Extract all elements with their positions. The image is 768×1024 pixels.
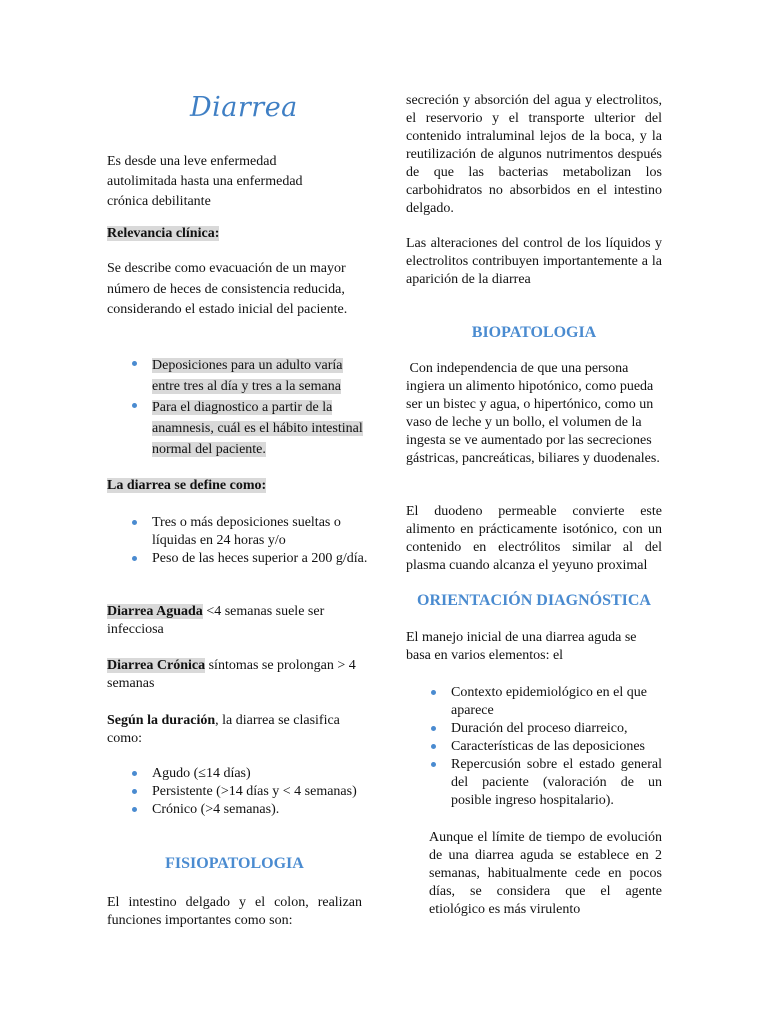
alteraciones-paragraph: Las alteraciones del control de los líquidos y electrolitos contribuyen importantemente a la aparición de la diarrea: [406, 236, 662, 287]
intro-paragraph: Es desde una leve enfermedad autolimitada hasta una enfermedad crónica debilitante: [107, 154, 303, 209]
relevancia-list: [107, 355, 367, 460]
list-item: Características de las deposiciones: [406, 738, 662, 756]
list-item: Contexto epidemiológico en el que aparece: [406, 684, 662, 720]
list-item: Persistente (>14 días y < 4 semanas): [107, 783, 369, 801]
cronica-label: Diarrea Crónica: [107, 658, 206, 673]
aguda-paragraph: Diarrea Aguada <4 semanas suele ser infecciosa: [107, 604, 325, 637]
bio-paragraph-1: Con independencia de que una persona ingiera un alimento hipotónico, como pueda ser un bistec y agua, o hipertónico, como un vaso de leche y un bollo, el volumen de la ingesta se ve aumentado por las secreciones gástricas, pancreáticas, biliares y duodenales.: [406, 361, 660, 466]
relevancia-heading: Relevancia clínica:: [107, 226, 220, 241]
define-list: [107, 514, 369, 568]
cronica-paragraph: Diarrea Crónica síntomas se prolongan > 4 semanas: [107, 658, 356, 691]
duracion-label: Según la duración: [107, 713, 216, 728]
list-item: Crónico (>4 semanas).: [107, 801, 369, 819]
list-item: Tres o más deposiciones sueltas o líquidas en 24 horas y/o: [107, 514, 369, 550]
relevancia-paragraph: Se describe como evacuación de un mayor número de heces de consistencia reducida, considerando el estado inicial del paciente.: [107, 261, 348, 317]
list-item: Duración del proceso diarreico,: [406, 720, 662, 738]
fisio-continuation-paragraph: secreción y absorción del agua y electrolitos, el reservorio y el transporte ulterior del contenido intraluminal lejos de la boca, y la reutilización de algunos nutrimentos después de que las bacterias metabolizan los carbohidratos no absorbidos en el intestino delgado.: [406, 93, 662, 216]
fisio-paragraph: El intestino delgado y el colon, realizan funciones importantes como son:: [107, 895, 362, 928]
orient-paragraph-2: Aunque el límite de tiempo de evolución de una diarrea aguda se establece en 2 semanas, habitualmente cede en pocos días, se considera que el agente etiológico es más virulento: [429, 830, 662, 917]
list-item: Agudo (≤14 días): [107, 765, 369, 783]
bio-paragraph-2: El duodeno permeable convierte este alimento en prácticamente isotónico, con un contenido en electrólitos similar al del plasma cuando alcanza el yeyuno proximal: [406, 504, 662, 573]
duracion-paragraph: Según la duración, la diarrea se clasifica como:: [107, 713, 340, 746]
duracion-list: [107, 765, 369, 819]
document-title: Diarrea: [190, 92, 298, 123]
orient-paragraph: El manejo inicial de una diarrea aguda se basa en varios elementos: el: [406, 630, 637, 663]
aguda-label: Diarrea Aguada: [107, 604, 203, 619]
list-item: Repercusión sobre el estado general del paciente (valoración de un posible ingreso hospitalario).: [406, 756, 662, 810]
fisio-heading: FISIOPATOLOGIA: [165, 855, 304, 872]
list-item: Deposiciones para un adulto varía entre tres al día y tres a la semana: [107, 355, 367, 397]
orient-heading: ORIENTACIÓN DIAGNÓSTICA: [417, 592, 651, 609]
define-heading: La diarrea se define como:: [107, 478, 267, 493]
list-item: Para el diagnostico a partir de la anamnesis, cuál es el hábito intestinal normal del paciente.: [107, 397, 367, 460]
list-item: Peso de las heces superior a 200 g/día.: [107, 550, 369, 568]
bio-heading: BIOPATOLOGIA: [471, 324, 597, 341]
orient-list: [406, 684, 662, 810]
